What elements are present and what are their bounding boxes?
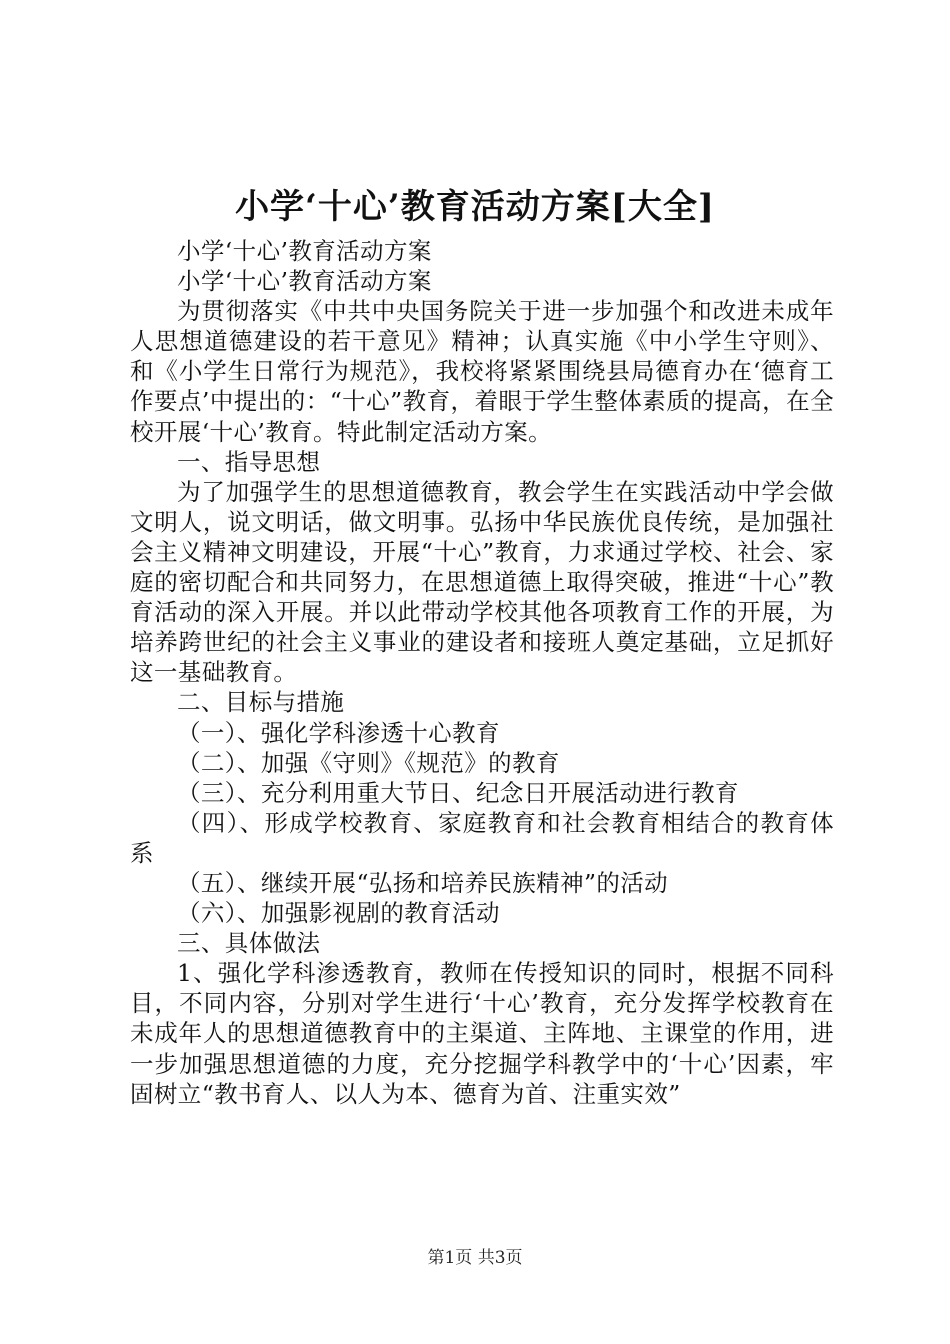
list-item-measure-5: （五）、继续开展“弘扬和培养民族精神”的活动 [177,868,669,897]
paragraph-subtitle-2: 小学‘十心’教育活动方案 [177,267,432,296]
list-item-measure-3: （三）、充分利用重大节日、纪念日开展活动进行教育 [177,778,739,807]
paragraph-intro: 为贯彻落实《中共中央国务院关于进一步加强个和改进未成年人思想道德建设的若干意见》精神；认真实施《中小学生守则》、和《小学生日常行为规范》，我校将紧紧围绕县局德育办在‘德育工作要点’中提出的：“十心”教育，着眼于学生整体素质的提高，在全校开展‘十心’教育。特此制定活动方案。 [130,297,834,446]
paragraph-method-1: 1、强化学科渗透教育，教师在传授知识的同时，根据不同科目，不同内容，分别对学生进行‘十心’教育，充分发挥学校教育在未成年人的思想道德教育中的主渠道、主阵地、主课堂的作用，进一步加强思想道德的力度，充分挖掘学科教学中的‘十心’因素，牢固树立“教书育人、以人为本、德育为首、注重实效” [130,959,834,1108]
paragraph-subtitle-1: 小学‘十心’教育活动方案 [177,237,432,265]
list-item-measure-2: （二）、加强《守则》《规范》的教育 [177,748,560,777]
document-title: 小学‘十心’教育活动方案[大全] [235,187,715,227]
list-item-measure-4: （四）、形成学校教育、家庭教育和社会教育相结合的教育体系 [130,808,834,867]
list-item-measure-1: （一）、强化学科渗透十心教育 [177,718,500,747]
heading-guiding-ideology: 一、指导思想 [177,447,321,476]
heading-specific-methods: 三、具体做法 [177,929,321,958]
heading-goals-measures: 二、目标与措施 [177,688,345,717]
list-item-measure-6: （六）、加强影视剧的教育活动 [177,899,500,928]
document-body [130,236,834,1109]
page-footer: 第1页 共3页 [427,1248,523,1268]
paragraph-guiding-ideology: 为了加强学生的思想道德教育，教会学生在实践活动中学会做文明人，说文明话，做文明事。弘扬中华民族优良传统，是加强社会主义精神文明建设，开展“十心”教育，力求通过学校、社会、家庭的密切配合和共同努力，在思想道德上取得突破，推进“十心”教育活动的深入开展。并以此带动学校其他各项教育工作的开展，为培养跨世纪的社会主义事业的建设者和接班人奠定基础，立足抓好这一基础教育。 [130,477,834,687]
